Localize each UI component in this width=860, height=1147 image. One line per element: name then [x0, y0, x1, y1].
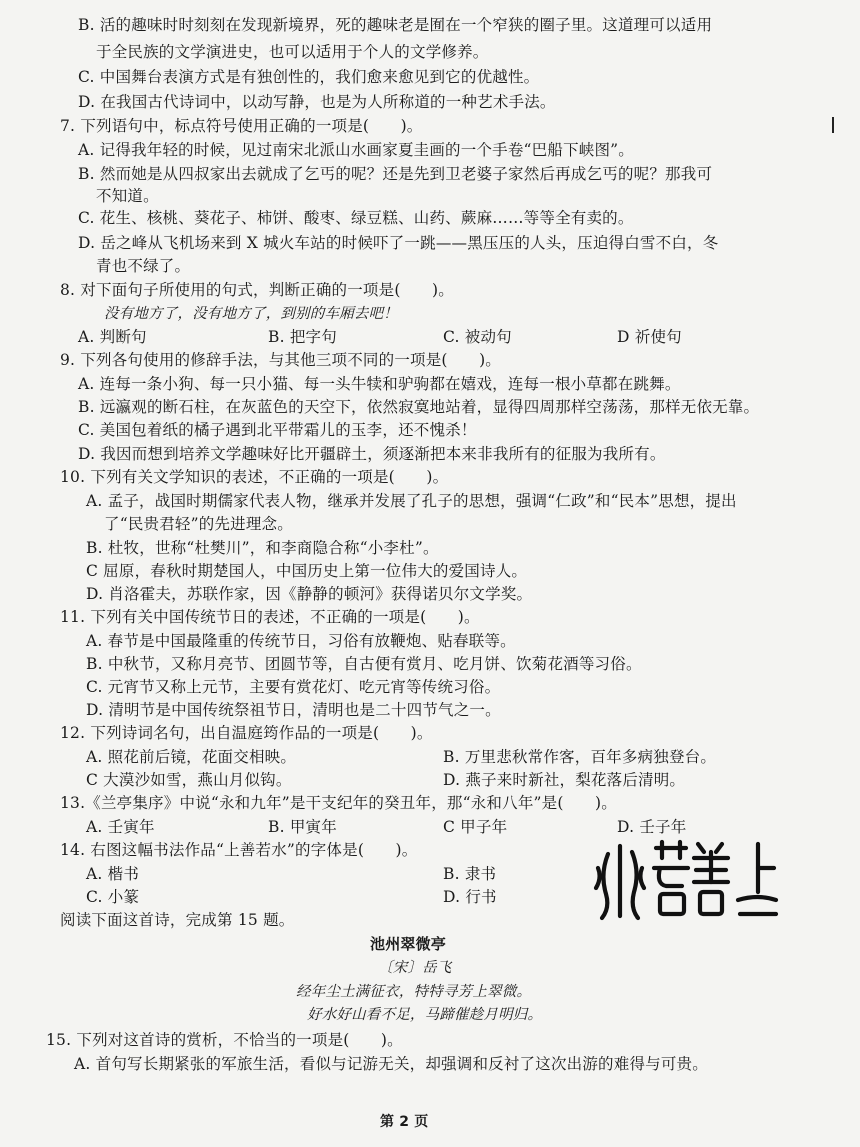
q11-option-b: B. 中秋节，又称月亮节、团圆节等，自古便有赏月、吃月饼、饮菊花酒等习俗。 [86, 655, 642, 673]
seal-script-calligraphy-image [590, 838, 780, 923]
q9-option-d: D. 我因而想到培养文学趣味好比开疆辟土，须逐渐把本来非我所有的征服为我所有。 [78, 445, 666, 463]
question-8: 8. 对下面句子所使用的句式，判断正确的一项是( )。 [60, 281, 454, 299]
q8-option-b: B. 把字句 [268, 328, 337, 346]
calligraphy-glyph-ruo [654, 842, 688, 914]
q10-option-a-line1: A. 孟子，战国时期儒家代表人物，继承并发展了孔子的思想，强调“仁政”和“民本”思想，提出 [86, 492, 737, 510]
calligraphy-glyph-shui [596, 846, 644, 918]
q13-option-b: B. 甲寅年 [268, 818, 337, 836]
q8-option-c: C. 被动句 [443, 328, 512, 346]
q7-option-b-line1: B. 然而她是从四叔家出去就成了乞丐的呢？还是先到卫老婆子家然后再成乞丐的呢？那我可 [78, 165, 713, 183]
q11-option-a: A. 春节是中国最隆重的传统节日，习俗有放鞭炮、贴春联等。 [86, 632, 516, 650]
q8-quote: 没有地方了，没有地方了，到别的车厢去吧！ [104, 306, 398, 322]
q12-option-a: A. 照花前后镜，花面交相映。 [86, 748, 297, 766]
q9-option-c: C. 美国包着纸的橘子遇到北平带霜儿的玉李，还不愧杀！ [78, 421, 477, 439]
calligraphy-glyph-shang [738, 844, 776, 914]
poem-author: 〔宋〕岳飞 [378, 960, 452, 976]
q12-option-d: D. 燕子来时新社，梨花落后清明。 [443, 771, 686, 789]
question-12: 12. 下列诗词名句，出自温庭筠作品的一项是( )。 [60, 724, 433, 742]
q14-option-a: A. 楷书 [86, 865, 140, 883]
q9-option-a: A. 连每一条小狗、每一只小猫、每一头牛犊和驴驹都在嬉戏，连每一根小草都在跳舞。 [78, 375, 681, 393]
question-14: 14. 右图这幅书法作品“上善若水”的字体是( )。 [60, 841, 418, 859]
q7-option-c: C. 花生、核桃、葵花子、柿饼、酸枣、绿豆糕、山药、蕨麻……等等全有卖的。 [78, 209, 634, 227]
q8-option-a: A. 判断句 [78, 328, 147, 346]
q10-option-d: D. 肖洛霍夫，苏联作家，因《静静的顿河》获得诺贝尔文学奖。 [86, 585, 533, 603]
q13-option-a: A. 壬寅年 [86, 818, 155, 836]
q14-option-c: C. 小篆 [86, 888, 140, 906]
page-number: 第 2 页 [380, 1114, 429, 1130]
q6-option-d: D. 在我国古代诗词中，以动写静，也是为人所称道的一种艺术手法。 [78, 93, 556, 111]
poem-line-2: 好水好山看不足，马蹄催趁月明归。 [307, 1007, 543, 1023]
q15-option-a: A. 首句写长期紧张的军旅生活，看似与记游无关，却强调和反衬了这次出游的难得与可贵。 [74, 1055, 708, 1073]
q13-option-c: C 甲子年 [443, 818, 508, 836]
q12-option-c: C 大漠沙如雪，燕山月似钩。 [86, 771, 292, 789]
q10-option-a-line2: 了“民贵君轻”的先进理念。 [104, 515, 293, 533]
calligraphy-glyph-shan [694, 844, 728, 914]
question-7: 7. 下列语句中，标点符号使用正确的一项是( )。 [60, 117, 423, 135]
q6-option-c: C. 中国舞台表演方式是有独创性的，我们愈来愈见到它的优越性。 [78, 68, 540, 86]
q13-option-d: D. 壬子年 [617, 818, 687, 836]
q6-option-b-line1: B. 活的趣味时时刻刻在发现新境界，死的趣味老是囿在一个窄狭的圈子里。这道理可以适用 [78, 16, 713, 34]
q7-option-b-line2: 不知道。 [96, 187, 159, 205]
question-10: 10. 下列有关文学知识的表述，不正确的一项是( )。 [60, 468, 449, 486]
poem-line-1: 经年尘土满征衣，特特寻芳上翠微。 [296, 984, 532, 1000]
q7-option-d-line1: D. 岳之峰从飞机场来到 X 城火车站的时候吓了一跳——黑压压的人头，压迫得白雪不白，冬 [78, 234, 719, 252]
q6-option-b-line2: 于全民族的文学演进史，也可以适用于个人的文学修养。 [96, 43, 489, 61]
question-11: 11. 下列有关中国传统节日的表述，不正确的一项是( )。 [60, 608, 480, 626]
q7-option-a: A. 记得我年轻的时候，见过南宋北派山水画家夏圭画的一个手卷“巴船下峡图”。 [78, 141, 634, 159]
q10-option-b: B. 杜牧，世称“杜樊川”，和李商隐合称“小李杜”。 [86, 539, 439, 557]
q14-option-d: D. 行书 [443, 888, 497, 906]
q11-option-c: C. 元宵节又称上元节，主要有赏花灯、吃元宵等传统习俗。 [86, 678, 501, 696]
reading-instruction-15: 阅读下面这首诗，完成第 15 题。 [60, 911, 295, 929]
q9-option-b: B. 远瀛观的断石柱，在灰蓝色的天空下，依然寂寞地站着，显得四周那样空荡荡，那样无依无靠。 [78, 398, 760, 416]
q12-option-b: B. 万里悲秋常作客，百年多病独登台。 [443, 748, 717, 766]
question-13: 13.《兰亭集序》中说“永和九年”是干支纪年的癸丑年，那“永和八年”是( )。 [60, 794, 617, 812]
poem-title: 池州翠微亭 [370, 935, 447, 953]
q10-option-c: C 屈原，春秋时期楚国人，中国历史上第一位伟大的爱国诗人。 [86, 562, 528, 580]
q14-option-b: B. 隶书 [443, 865, 497, 883]
q7-option-d-line2: 青也不绿了。 [96, 257, 191, 275]
question-15: 15. 下列对这首诗的赏析，不恰当的一项是( )。 [46, 1031, 403, 1049]
margin-mark [832, 117, 834, 133]
question-9: 9. 下列各句使用的修辞手法，与其他三项不同的一项是( )。 [60, 351, 502, 369]
q8-option-d: D 祈使句 [617, 328, 682, 346]
q11-option-d: D. 清明节是中国传统祭祖节日，清明也是二十四节气之一。 [86, 701, 501, 719]
